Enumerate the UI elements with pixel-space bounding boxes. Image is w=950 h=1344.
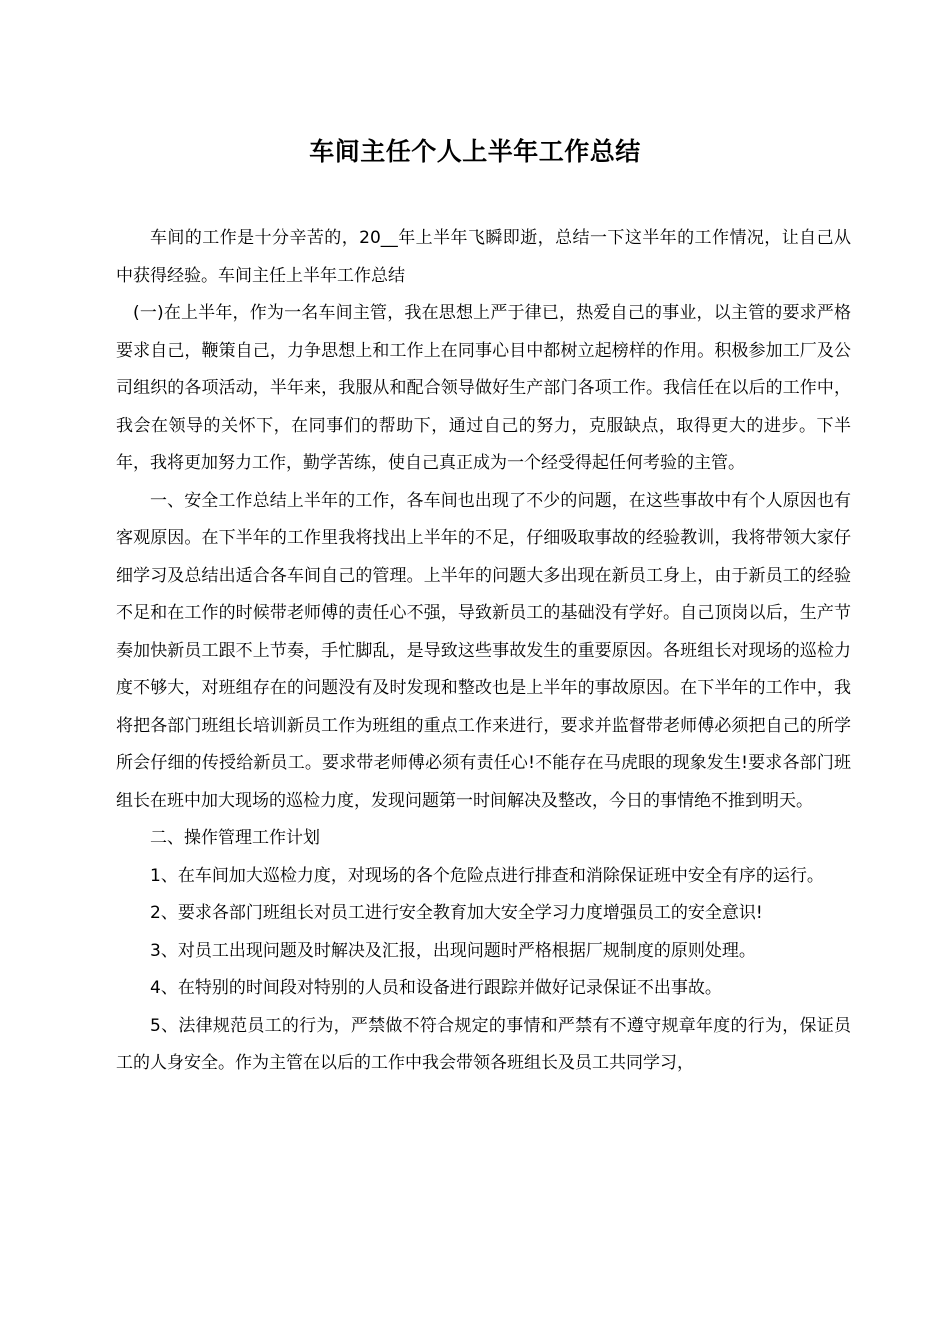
list-item-2: 2、要求各部门班组长对员工进行安全教育加大安全学习力度增强员工的安全意识! xyxy=(150,903,763,923)
list-item-3: 3、对员工出现问题及时解决及汇报，出现问题时严格根据厂规制度的原则处理。 xyxy=(150,940,756,961)
list-item-1: 1、在车间加大巡检力度，对现场的各个危险点进行排查和消除保证班中安全有序的运行。 xyxy=(150,865,824,886)
list-item-5: 5、法律规范员工的行为，严禁做不符合规定的事情和严禁有不遵守规章年度的行为，保证员工的人身安全。作为主管在以后的工作中我会带领各班组长及员工共同学习， xyxy=(116,1015,851,1073)
document-title: 车间主任个人上半年工作总结 xyxy=(309,137,641,166)
document-body xyxy=(116,220,851,1083)
paragraph-intro: 车间的工作是十分辛苦的，20__年上半年飞瞬即逝，总结一下这半年的工作情况，让自己从中获得经验。车间主任上半年工作总结 xyxy=(116,228,851,286)
section-heading-operation-plan: 二、操作管理工作计划 xyxy=(150,828,320,848)
paragraph-part-one: (一)在上半年，作为一名车间主管，我在思想上严于律已，热爱自己的事业，以主管的要求严格要求自己，鞭策自己，力争思想上和工作上在同事心目中都树立起榜样的作用。积极参加工厂及公司组织的各项活动，半年来，我服从和配合领导做好生产部门各项工作。我信任在以后的工作中，我会在领导的关怀下，在同事们的帮助下，通过自己的努力，克服缺点，取得更大的进步。下半年，我将更加努力工作，勤学苦练，使自己真正成为一个经受得起任何考验的主管。 xyxy=(116,303,851,473)
paragraph-safety-summary: 一、安全工作总结上半年的工作，各车间也出现了不少的问题，在这些事故中有个人原因也有客观原因。在下半年的工作里我将找出上半年的不足，仔细吸取事故的经验教训，我将带领大家仔细学习及总结出适合各车间自己的管理。上半年的问题大多出现在新员工身上，由于新员工的经验不足和在工作的时候带老师傅的责任心不强，导致新员工的基础没有学好。自己顶岗以后，生产节奏加快新员工跟不上节奏，手忙脚乱，是导致这些事故发生的重要原因。各班组长对现场的巡检力度不够大，对班组存在的问题没有及时发现和整改也是上半年的事故原因。在下半年的工作中，我将把各部门班组长培训新员工作为班组的重点工作来进行，要求并监督带老师傅必须把自己的所学所会仔细的传授给新员工。要求带老师傅必须有责任心!不能存在马虎眼的现象发生!要求各部门班组长在班中加大现场的巡检力度，发现问题第一时间解决及整改，今日的事情绝不推到明天。 xyxy=(116,490,851,811)
list-item-4: 4、在特别的时间段对特别的人员和设备进行跟踪并做好记录保证不出事故。 xyxy=(150,978,722,998)
